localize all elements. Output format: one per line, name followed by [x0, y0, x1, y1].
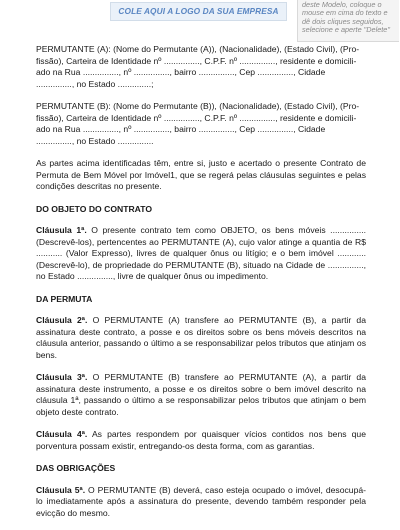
clause-text: O PERMUTANTE (B) transfere ao PERMUTANTE (A), a partir da assinatura deste instrumento, a posse e os direitos sobre o bem imóvel descrito na cláusula 1ª, passando o último a se responsabilizar pelos tributos que atinjam o bem objeto deste contrato. — [36, 372, 366, 417]
contract-body — [36, 44, 366, 530]
party-a-block — [36, 44, 366, 90]
section-heading-permuta: DA PERMUTA — [36, 293, 93, 304]
logo-placeholder: COLE AQUI A LOGO DA SUA EMPRESA — [110, 2, 287, 21]
party-b-line: ..............., no Estado ............... — [36, 135, 154, 146]
intro-paragraph: As partes acima identificadas têm, entre si, justo e acertado o presente Contrato de Permuta de Bem Móvel por Imóvel1, que se regerá pelas cláusulas seguintes e pelas condições descritas no presente. — [36, 158, 366, 191]
clause-1 — [36, 225, 366, 283]
party-a-line: PERMUTANTE (A): (Nome do Permutante (A)), (Nacionalidade), (Estado Civil), (Pro- — [36, 44, 360, 54]
party-b-line: fissão), Carteira de Identidade nº ..............., C.P.F. nº ..............., residente e domicili- — [36, 112, 357, 123]
clause-text: As partes respondem por quaisquer vícios contidos nos bens que porventura possam existir, entregando-os desta forma, com as garantias. — [36, 429, 366, 451]
clause-4 — [36, 429, 366, 452]
clause-3 — [36, 372, 366, 418]
clause-label: Cláusula 1ª. — [36, 225, 87, 235]
clause-label: Cláusula 5ª. — [36, 484, 86, 495]
instruction-note: deste Modelo, coloque o mouse em cima do texto e dê dois cliques seguidos, selecione e aperte "Delete" — [297, 0, 399, 42]
clause-2 — [36, 315, 366, 361]
party-a-line: ado na Rua ..............., nº ..............., bairro ..............., Cep ..............., Cidade — [36, 67, 326, 77]
party-b-line: PERMUTANTE (B): (Nome do Permutante (B)), (Nacionalidade), (Estado Civil), (Pro- — [36, 101, 360, 111]
section-heading-objeto: DO OBJETO DO CONTRATO — [36, 203, 153, 214]
clause-label: Cláusula 3ª. — [36, 372, 88, 382]
section-heading-obrigacoes: DAS OBRIGAÇÕES — [36, 463, 116, 473]
clause-label: Cláusula 4ª. — [36, 429, 88, 439]
clause-text: O PERMUTANTE (A) transfere ao PERMUTANTE (B), a partir da assinatura deste contrato, a posse e os direitos sobre os bens móveis descritos na cláusula anterior, passando o último a se responsabilizar pelos tributos que atinjam os bens. — [36, 315, 366, 360]
party-b-line: ado na Rua ..............., nº ..............., bairro ..............., Cep ..............., Cidade — [36, 124, 326, 134]
clause-5 — [36, 485, 366, 520]
clause-text: O presente contrato tem como OBJETO, os bens móveis ............... (Descrevê-los), pertencentes ao PERMUTANTE (A), cujo valor atinge a quantia de R$ ........... (Valor Expresso), livres de qualquer ônus ou litígio; e o bem imóvel ............ (Descrevê-lo), de propriedade do PERMUTANTE (B), situado na Cidade de ..............., no Estado ..............., livre de qualquer ônus ou impedimento. — [36, 225, 366, 281]
clause-text: O PERMUTANTE (B) deverá, caso esteja ocupado o imóvel, desocupá-lo imediatamente após a assinatura do presente, devendo também responder pela evicção do mesmo. — [36, 484, 366, 518]
clause-label: Cláusula 2ª. — [36, 315, 88, 325]
party-a-line: fissão), Carteira de Identidade nº ..............., C.P.F. nº ..............., residente e domicili- — [36, 55, 357, 66]
party-b-block — [36, 101, 366, 147]
party-a-line: ..............., no Estado ..............; — [36, 78, 154, 89]
